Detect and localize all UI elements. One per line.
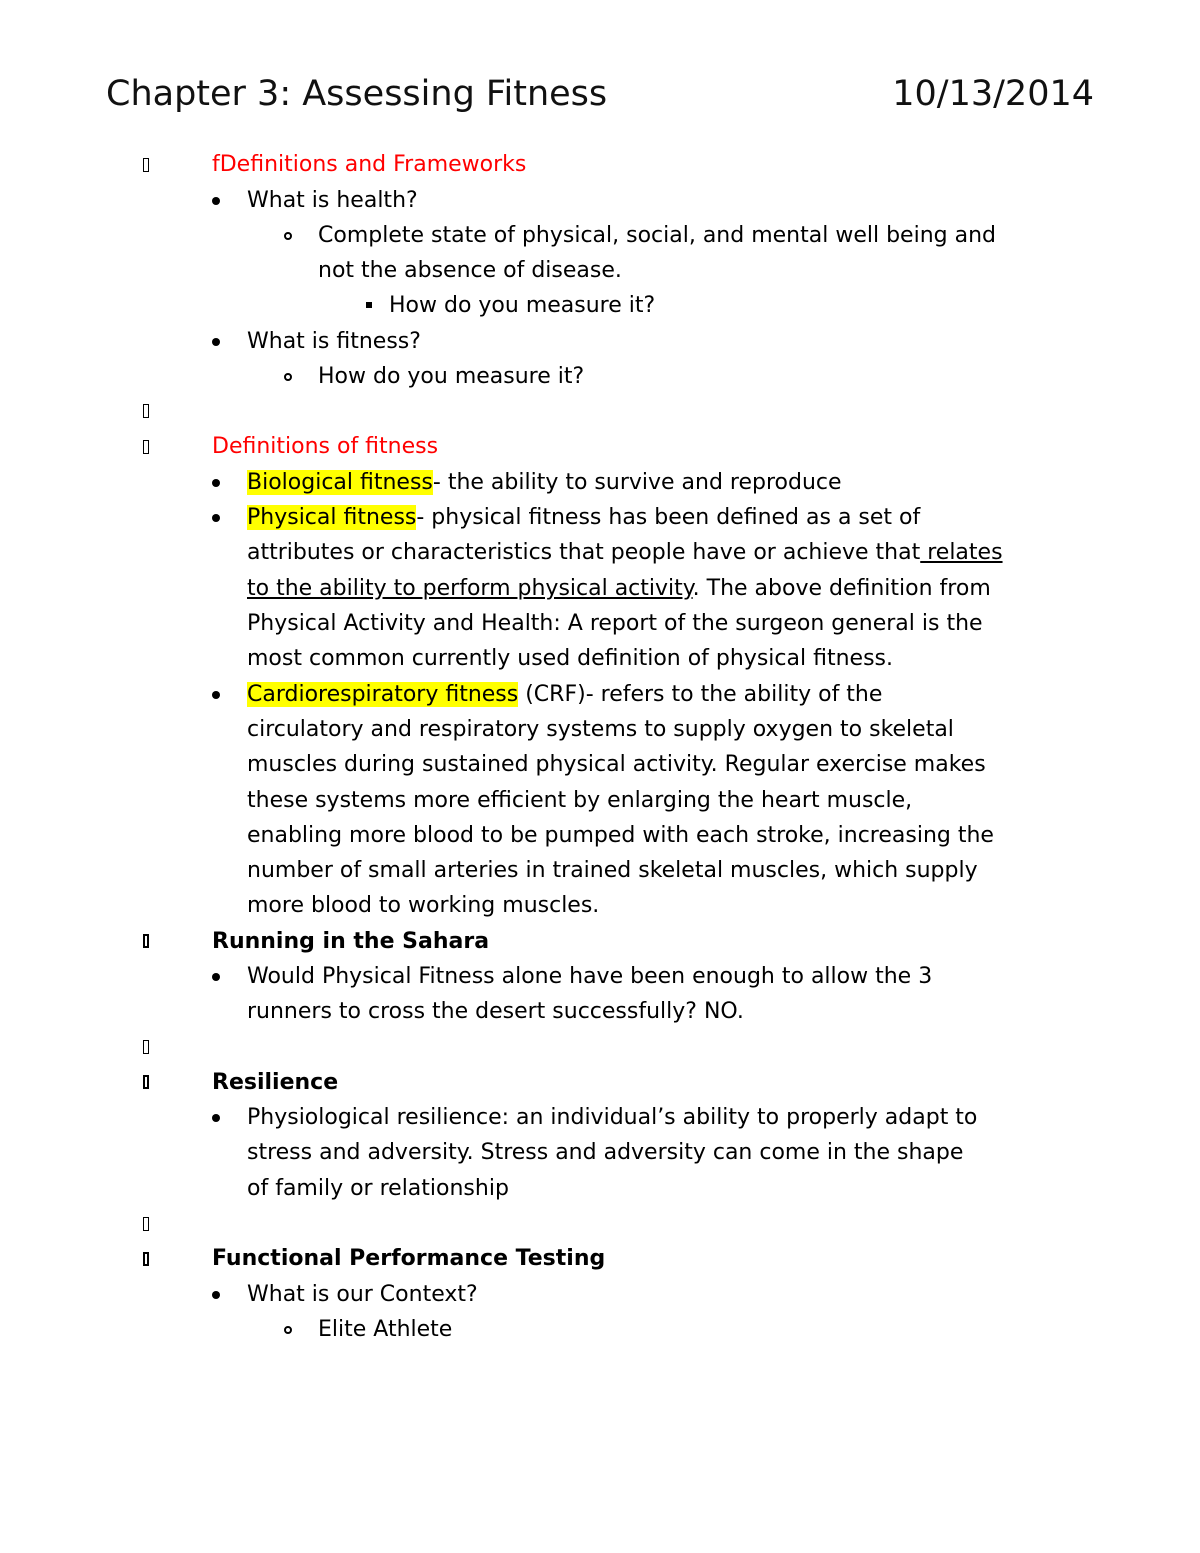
outline-box-bullet-icon xyxy=(143,1217,149,1231)
term-definition: - the ability to survive and reproduce xyxy=(432,470,842,495)
list-item-continuation xyxy=(247,571,991,606)
text-segment: . The above definition from xyxy=(692,576,991,601)
square-bullet-icon xyxy=(366,302,372,308)
list-item: Complete state of physical, social, and mental well being and xyxy=(318,223,996,248)
document-date: 10/13/2014 xyxy=(892,74,1094,114)
list-item-continuation: Physical Activity and Health: A report of the surgeon general is the xyxy=(247,611,983,636)
section-heading: Functional Performance Testing xyxy=(212,1246,606,1271)
list-item-continuation: circulatory and respiratory systems to supply oxygen to skeletal xyxy=(247,717,954,742)
term-definition: - physical fitness has been defined as a set of xyxy=(416,505,921,530)
disc-bullet-icon xyxy=(212,514,220,522)
section-heading: Resilience xyxy=(212,1070,339,1095)
section-heading: Definitions of fitness xyxy=(212,434,439,459)
list-item-continuation: number of small arteries in trained skeletal muscles, which supply xyxy=(247,858,978,883)
list-item: What is our Context? xyxy=(247,1282,478,1307)
disc-bullet-icon xyxy=(212,973,220,981)
disc-bullet-icon xyxy=(212,691,220,699)
list-item xyxy=(247,677,882,712)
term-definition: (CRF)- refers to the ability of the xyxy=(518,682,883,707)
circle-bullet-icon xyxy=(284,1326,292,1334)
outline-box-bullet-icon xyxy=(143,1252,149,1266)
list-item: Elite Athlete xyxy=(318,1317,453,1342)
highlighted-term: Biological fitness xyxy=(247,470,433,495)
outline-box-bullet-icon xyxy=(143,404,149,418)
outline-box-bullet-icon xyxy=(143,1040,149,1054)
list-item-continuation: runners to cross the desert successfully? NO. xyxy=(247,999,744,1024)
list-item-continuation: not the absence of disease. xyxy=(318,258,622,283)
document-header xyxy=(106,68,1094,128)
circle-bullet-icon xyxy=(284,232,292,240)
list-item: Physiological resilience: an individual’s ability to properly adapt to xyxy=(247,1105,978,1130)
underlined-text: relates xyxy=(920,540,1003,565)
disc-bullet-icon xyxy=(212,338,220,346)
circle-bullet-icon xyxy=(284,373,292,381)
disc-bullet-icon xyxy=(212,197,220,205)
outline-box-bullet-icon xyxy=(143,440,149,454)
list-item: How do you measure it? xyxy=(318,364,585,389)
list-item-continuation: muscles during sustained physical activity. Regular exercise makes xyxy=(247,752,986,777)
list-item-continuation: more blood to working muscles. xyxy=(247,893,600,918)
underlined-text: to the ability to perform physical activity xyxy=(247,576,693,601)
outline-box-bullet-icon xyxy=(143,158,149,172)
list-item-continuation: of family or relationship xyxy=(247,1176,509,1201)
section-heading: Running in the Sahara xyxy=(212,929,490,954)
text-segment: attributes or characteristics that people have or achieve that xyxy=(247,540,921,565)
list-item: What is health? xyxy=(247,188,418,213)
list-item: Would Physical Fitness alone have been enough to allow the 3 xyxy=(247,964,933,989)
list-item-continuation: enabling more blood to be pumped with each stroke, increasing the xyxy=(247,823,994,848)
highlighted-term: Cardiorespiratory fitness xyxy=(247,682,519,707)
highlighted-term: Physical fitness xyxy=(247,505,417,530)
disc-bullet-icon xyxy=(212,1114,220,1122)
list-item: How do you measure it? xyxy=(389,293,656,318)
section-heading: fDefinitions and Frameworks xyxy=(212,152,527,177)
outline-box-bullet-icon xyxy=(143,1075,149,1089)
disc-bullet-icon xyxy=(212,1291,220,1299)
disc-bullet-icon xyxy=(212,479,220,487)
list-item-continuation: these systems more efficient by enlarging the heart muscle, xyxy=(247,788,913,813)
list-item-continuation xyxy=(247,535,1003,570)
list-item xyxy=(247,465,842,500)
list-item xyxy=(247,500,920,535)
list-item-continuation: stress and adversity. Stress and adversity can come in the shape xyxy=(247,1140,964,1165)
document-title: Chapter 3: Assessing Fitness xyxy=(106,74,608,114)
outline-box-bullet-icon xyxy=(143,934,149,948)
list-item-continuation: most common currently used definition of physical fitness. xyxy=(247,646,893,671)
list-item: What is fitness? xyxy=(247,329,421,354)
